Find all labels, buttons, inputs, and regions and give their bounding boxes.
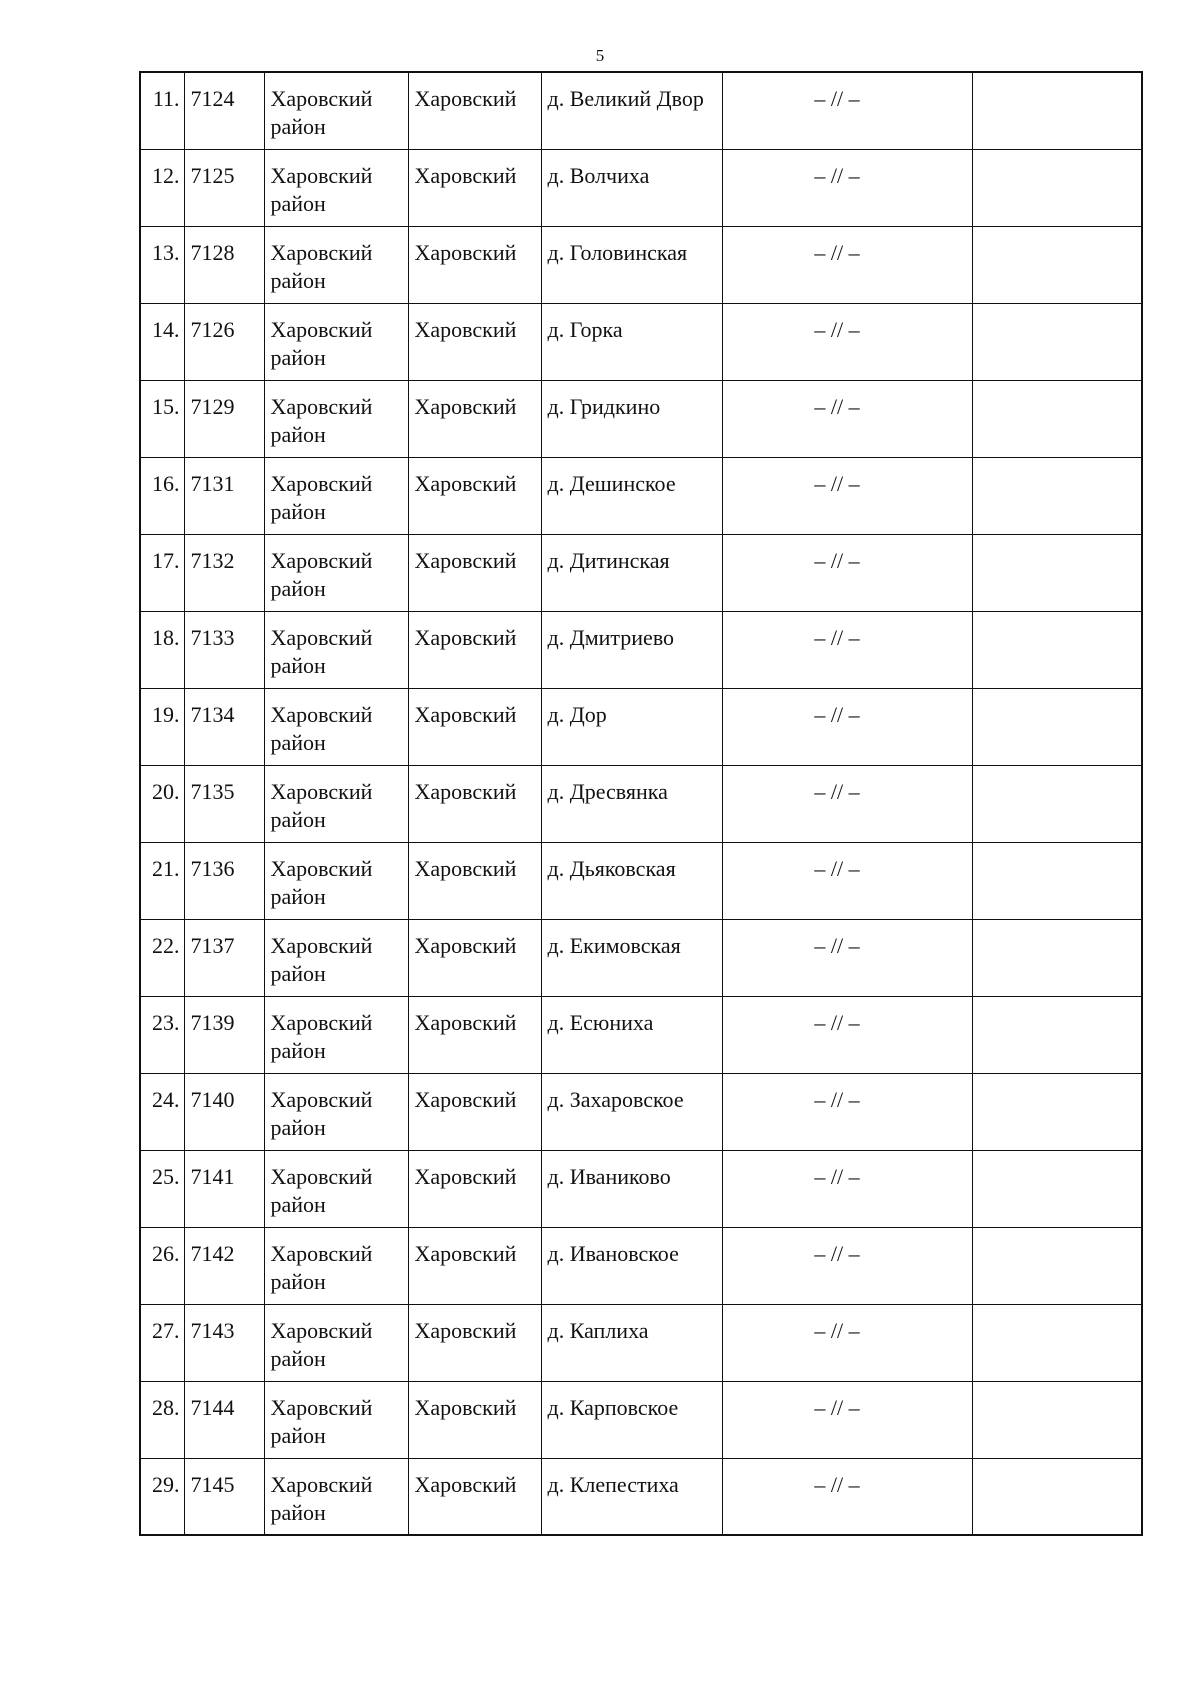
empty-cell [972,226,1142,303]
object-code: 7128 [184,226,264,303]
empty-cell [972,1381,1142,1458]
district-name: Харовский район [264,1458,408,1535]
empty-cell [972,611,1142,688]
ditto-mark: – // – [722,303,972,380]
settlement-name: Харовский [408,996,541,1073]
ditto-mark: – // – [722,842,972,919]
ditto-mark: – // – [722,1227,972,1304]
district-name: Харовский район [264,380,408,457]
empty-cell [972,688,1142,765]
object-code: 7126 [184,303,264,380]
object-code: 7131 [184,457,264,534]
row-number: 17. [140,534,184,611]
row-number: 15. [140,380,184,457]
settlement-name: Харовский [408,226,541,303]
locality-name: д. Екимовская [541,919,722,996]
locality-name: д. Клепестиха [541,1458,722,1535]
locality-name: д. Захаровское [541,1073,722,1150]
district-name: Харовский район [264,1150,408,1227]
locality-name: д. Горка [541,303,722,380]
district-name: Харовский район [264,72,408,149]
empty-cell [972,1073,1142,1150]
ditto-mark: – // – [722,149,972,226]
locality-name: д. Дор [541,688,722,765]
empty-cell [972,534,1142,611]
district-name: Харовский район [264,534,408,611]
empty-cell [972,457,1142,534]
ditto-mark: – // – [722,1458,972,1535]
district-name: Харовский район [264,1227,408,1304]
district-name: Харовский район [264,1073,408,1150]
locality-name: д. Дресвянка [541,765,722,842]
locality-name: д. Дешинское [541,457,722,534]
ditto-mark: – // – [722,380,972,457]
empty-cell [972,1304,1142,1381]
district-name: Харовский район [264,303,408,380]
district-name: Харовский район [264,149,408,226]
settlement-name: Харовский [408,72,541,149]
table-row [140,457,1142,534]
empty-cell [972,1227,1142,1304]
object-code: 7145 [184,1458,264,1535]
locality-name: д. Великий Двор [541,72,722,149]
district-name: Харовский район [264,611,408,688]
table-row [140,1150,1142,1227]
table-row [140,1073,1142,1150]
settlement-name: Харовский [408,1458,541,1535]
table-row [140,534,1142,611]
settlement-name: Харовский [408,1381,541,1458]
row-number: 24. [140,1073,184,1150]
object-code: 7140 [184,1073,264,1150]
ditto-mark: – // – [722,996,972,1073]
empty-cell [972,842,1142,919]
table-row [140,1304,1142,1381]
district-name: Харовский район [264,1304,408,1381]
object-code: 7136 [184,842,264,919]
registry-table [139,71,1143,1536]
object-code: 7124 [184,72,264,149]
district-name: Харовский район [264,919,408,996]
row-number: 25. [140,1150,184,1227]
locality-name: д. Волчиха [541,149,722,226]
settlement-name: Харовский [408,1227,541,1304]
settlement-name: Харовский [408,1304,541,1381]
object-code: 7133 [184,611,264,688]
table-row [140,72,1142,149]
row-number: 16. [140,457,184,534]
row-number: 27. [140,1304,184,1381]
settlement-name: Харовский [408,765,541,842]
ditto-mark: – // – [722,457,972,534]
page-number: 5 [595,46,605,65]
empty-cell [972,149,1142,226]
row-number: 19. [140,688,184,765]
row-number: 13. [140,226,184,303]
ditto-mark: – // – [722,72,972,149]
object-code: 7142 [184,1227,264,1304]
empty-cell [972,765,1142,842]
locality-name: д. Есюниха [541,996,722,1073]
settlement-name: Харовский [408,1073,541,1150]
settlement-name: Харовский [408,149,541,226]
object-code: 7144 [184,1381,264,1458]
locality-name: д. Карповское [541,1381,722,1458]
empty-cell [972,996,1142,1073]
row-number: 22. [140,919,184,996]
settlement-name: Харовский [408,534,541,611]
ditto-mark: – // – [722,1304,972,1381]
row-number: 12. [140,149,184,226]
row-number: 23. [140,996,184,1073]
object-code: 7125 [184,149,264,226]
empty-cell [972,72,1142,149]
table-row [140,688,1142,765]
settlement-name: Харовский [408,457,541,534]
row-number: 29. [140,1458,184,1535]
row-number: 18. [140,611,184,688]
empty-cell [972,380,1142,457]
district-name: Харовский район [264,765,408,842]
table-row [140,226,1142,303]
settlement-name: Харовский [408,611,541,688]
settlement-name: Харовский [408,1150,541,1227]
ditto-mark: – // – [722,534,972,611]
district-name: Харовский район [264,226,408,303]
table-row [140,919,1142,996]
row-number: 21. [140,842,184,919]
settlement-name: Харовский [408,688,541,765]
table-row [140,611,1142,688]
locality-name: д. Дмитриево [541,611,722,688]
object-code: 7139 [184,996,264,1073]
table-row [140,1458,1142,1535]
table-row [140,765,1142,842]
district-name: Харовский район [264,1381,408,1458]
table-row [140,842,1142,919]
locality-name: д. Иваниково [541,1150,722,1227]
object-code: 7137 [184,919,264,996]
empty-cell [972,1150,1142,1227]
ditto-mark: – // – [722,765,972,842]
table-row [140,1227,1142,1304]
locality-name: д. Дитинская [541,534,722,611]
locality-name: д. Дьяковская [541,842,722,919]
row-number: 28. [140,1381,184,1458]
ditto-mark: – // – [722,688,972,765]
registry-table-body [140,72,1142,1535]
table-row [140,380,1142,457]
row-number: 14. [140,303,184,380]
empty-cell [972,1458,1142,1535]
table-row [140,303,1142,380]
object-code: 7141 [184,1150,264,1227]
locality-name: д. Каплиха [541,1304,722,1381]
settlement-name: Харовский [408,380,541,457]
ditto-mark: – // – [722,1073,972,1150]
table-row [140,1381,1142,1458]
settlement-name: Харовский [408,919,541,996]
table-row [140,149,1142,226]
row-number: 26. [140,1227,184,1304]
ditto-mark: – // – [722,919,972,996]
object-code: 7143 [184,1304,264,1381]
district-name: Харовский район [264,688,408,765]
object-code: 7132 [184,534,264,611]
settlement-name: Харовский [408,303,541,380]
row-number: 20. [140,765,184,842]
ditto-mark: – // – [722,1381,972,1458]
district-name: Харовский район [264,842,408,919]
ditto-mark: – // – [722,611,972,688]
district-name: Харовский район [264,996,408,1073]
locality-name: д. Ивановское [541,1227,722,1304]
settlement-name: Харовский [408,842,541,919]
row-number: 11. [140,72,184,149]
ditto-mark: – // – [722,1150,972,1227]
object-code: 7134 [184,688,264,765]
empty-cell [972,303,1142,380]
locality-name: д. Гридкино [541,380,722,457]
district-name: Харовский район [264,457,408,534]
empty-cell [972,919,1142,996]
locality-name: д. Головинская [541,226,722,303]
table-row [140,996,1142,1073]
ditto-mark: – // – [722,226,972,303]
object-code: 7135 [184,765,264,842]
object-code: 7129 [184,380,264,457]
